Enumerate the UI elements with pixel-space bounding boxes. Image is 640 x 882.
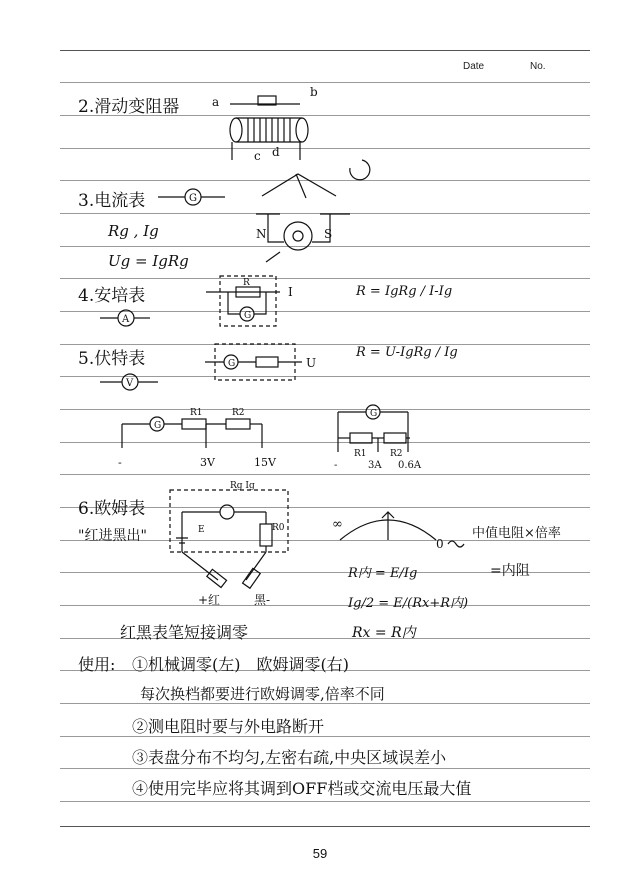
mv-terminal: 3V [200, 456, 215, 469]
label-c: c [254, 149, 261, 163]
meter-v-label: V [126, 378, 134, 389]
scale-note-2: =内阻 [490, 563, 530, 579]
title-ammeter: 4.安培表 [78, 286, 146, 306]
voltmeter-symbol [100, 374, 158, 390]
ma-terminal: 3A [368, 460, 382, 471]
meter-g-label: G [189, 193, 197, 204]
ma-r1: R1 [354, 449, 367, 459]
label-a: a [212, 95, 220, 109]
ohm-formula-2: Ig/2 = E/(Rx+R内) [348, 596, 469, 611]
title-rheostat: 2.滑动变阻器 [78, 97, 180, 117]
pole-s: S [324, 227, 333, 241]
ammeter-g: G [244, 311, 252, 321]
usage-item: 每次换档都要进行欧姆调零,倍率不同 [140, 685, 385, 703]
usage-item: ①机械调零(左) 欧姆调零(右) [132, 655, 349, 674]
multi-range-voltmeter-circuit [118, 408, 277, 469]
ohm-minus-label: 黑- [254, 593, 271, 607]
galvanometer-magnet-diagram [256, 160, 370, 262]
date-label: Date [463, 61, 485, 72]
title-galvanometer: 3.电流表 [78, 191, 146, 211]
ohmmeter-circuit [170, 481, 288, 607]
usage-item: ②测电阻时要与外电路断开 [132, 717, 325, 736]
no-label: No. [530, 61, 546, 72]
ammeter-symbol [100, 310, 150, 326]
label-d: d [272, 145, 280, 159]
voltmeter-circuit [205, 344, 316, 380]
ammeter-r: R [243, 278, 250, 288]
ohmmeter-subtitle: "红进黑出" [78, 528, 147, 544]
mv-terminal: - [118, 456, 122, 469]
galvanometer-voltage: Ug = IgRg [108, 252, 189, 270]
usage-title: 使用: [78, 655, 116, 674]
label-b: b [310, 85, 318, 99]
ma-terminal: 0.6A [398, 460, 422, 471]
scale-infinity: ∞ [332, 517, 343, 532]
ohm-r0-label: R0 [272, 523, 285, 533]
multi-range-ammeter-circuit [334, 405, 422, 471]
galvanometer-symbol [158, 189, 225, 205]
mv-terminal: 15V [254, 456, 276, 469]
scale-zero: 0 [436, 537, 444, 551]
ohm-formula-1: R内 = E/Ig [348, 566, 418, 581]
ohm-plus-label: +红 [198, 593, 221, 607]
scale-note: 中值电阻×倍率 [472, 526, 561, 541]
voltmeter-formula: R = U-IgRg / Ig [356, 345, 458, 360]
meter-a-label: A [122, 314, 130, 325]
short-circuit-note: 红黑表笔短接调零 [120, 623, 249, 642]
voltmeter-g: G [228, 359, 236, 369]
mv-r1: R1 [190, 408, 203, 418]
usage-item: ③表盘分布不均匀,左密右疏,中央区域误差小 [132, 748, 447, 767]
ohm-formula-3: Rx = R内 [352, 625, 416, 641]
galvanometer-params: Rg , Ig [108, 222, 159, 240]
title-ohmmeter: 6.欧姆表 [78, 499, 146, 519]
ma-g: G [370, 409, 378, 419]
title-voltmeter: 5.伏特表 [78, 349, 146, 369]
ammeter-circuit [206, 276, 293, 326]
mv-g: G [154, 421, 162, 431]
pole-n: N [256, 227, 267, 241]
mv-r2: R2 [232, 408, 245, 418]
ma-terminal: - [334, 460, 338, 471]
voltmeter-u: U [306, 356, 317, 370]
ohm-e-label: E [198, 525, 205, 535]
usage-item: ④使用完毕应将其调到OFF档或交流电压最大值 [132, 779, 472, 798]
ohmmeter-scale [332, 512, 464, 551]
ohm-rg-label: Rg Ig [230, 481, 255, 491]
ma-r2: R2 [390, 449, 403, 459]
rheostat-diagram [212, 85, 318, 163]
ammeter-i: I [288, 285, 293, 299]
page-number: 59 [312, 846, 328, 861]
ammeter-formula: R = IgRg / I-Ig [356, 284, 453, 299]
